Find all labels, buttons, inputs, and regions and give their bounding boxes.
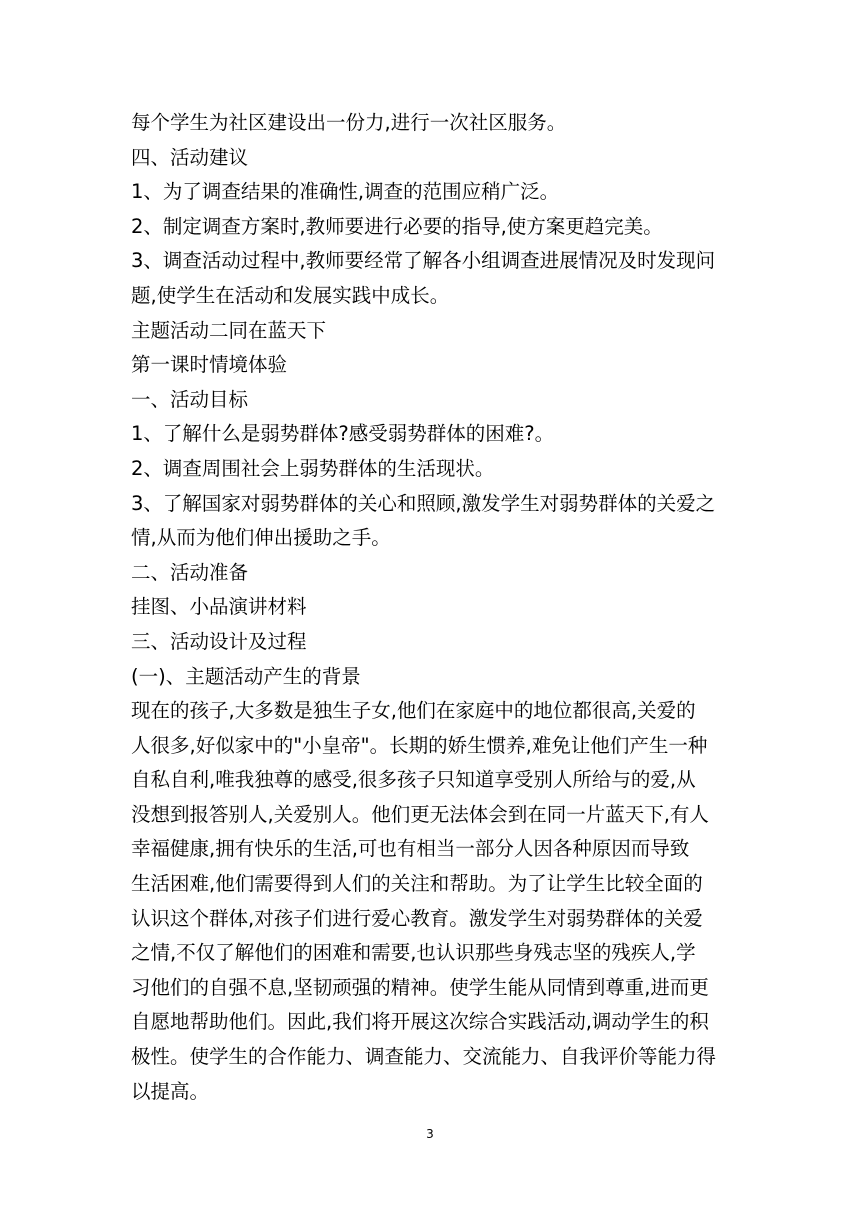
text-line: 3、调查活动过程中,教师要经常了解各小组调查进展情况及时发现问 [131,249,716,273]
section-heading: 四、活动建议 [131,145,249,169]
section-heading: 一、活动目标 [131,387,249,411]
paragraph-line: 幸福健康,拥有快乐的生活,可也有相当一部分人因各种原因而导致 [131,837,690,861]
paragraph-line: 没想到报答别人,关爱别人。他们更无法体会到在同一片蓝天下,有人 [131,802,709,826]
text-line: 情,从而为他们伸出援助之手。 [131,526,391,550]
text-line: 每个学生为社区建设出一份力,进行一次社区服务。 [131,111,567,134]
subsection-heading: (一)、主题活动产生的背景 [131,664,361,688]
paragraph-line: 以提高。 [131,1079,210,1103]
paragraph-line: 现在的孩子,大多数是独生子女,他们在家庭中的地位都很高,关爱的 [131,699,696,723]
lesson-heading: 第一课时情境体验 [131,353,288,377]
section-heading: 三、活动设计及过程 [131,629,307,653]
paragraph-line: 习他们的自强不息,坚韧顽强的精神。使学生能从同情到尊重,进而更 [131,975,709,999]
paragraph-line: 自私自利,唯我独尊的感受,很多孩子只知道享受别人所给与的爱,从 [131,768,696,792]
paragraph-line: 生活困难,他们需要得到人们的关注和帮助。为了让学生比较全面的 [131,872,703,896]
paragraph-line: 之情,不仅了解他们的困难和需要,也认识那些身残志坚的残疾人,学 [131,941,696,965]
text-line: 1、为了调查结果的准确性,调查的范围应稍广泛。 [131,180,560,204]
section-heading: 二、活动准备 [131,560,249,584]
body-text [131,106,731,1109]
paragraph-line: 极性。使学生的合作能力、调查能力、交流能力、自我评价等能力得 [131,1045,717,1069]
text-line: 挂图、小品演讲材料 [131,595,307,619]
text-line: 题,使学生在活动和发展实践中成长。 [131,283,450,307]
text-line: 2、调查周围社会上弱势群体的生活现状。 [131,456,495,480]
text-line: 3、了解国家对弱势群体的关心和照顾,激发学生对弱势群体的关爱之 [131,491,716,515]
paragraph-line: 认识这个群体,对孩子们进行爱心教育。激发学生对弱势群体的关爱 [131,906,703,930]
paragraph-line: 人很多,好似家中的"小皇帝"。长期的娇生惯养,难免让他们产生一种 [131,733,708,757]
text-line: 2、制定调查方案时,教师要进行必要的指导,使方案更趋完美。 [131,214,663,238]
paragraph-line: 自愿地帮助他们。因此,我们将开展这次综合实践活动,调动学生的积 [131,1010,709,1034]
topic-heading: 主题活动二同在蓝天下 [131,318,327,342]
page-number: 3 [426,1127,434,1141]
text-line: 1、了解什么是弱势群体?感受弱势群体的困难?。 [131,422,555,446]
